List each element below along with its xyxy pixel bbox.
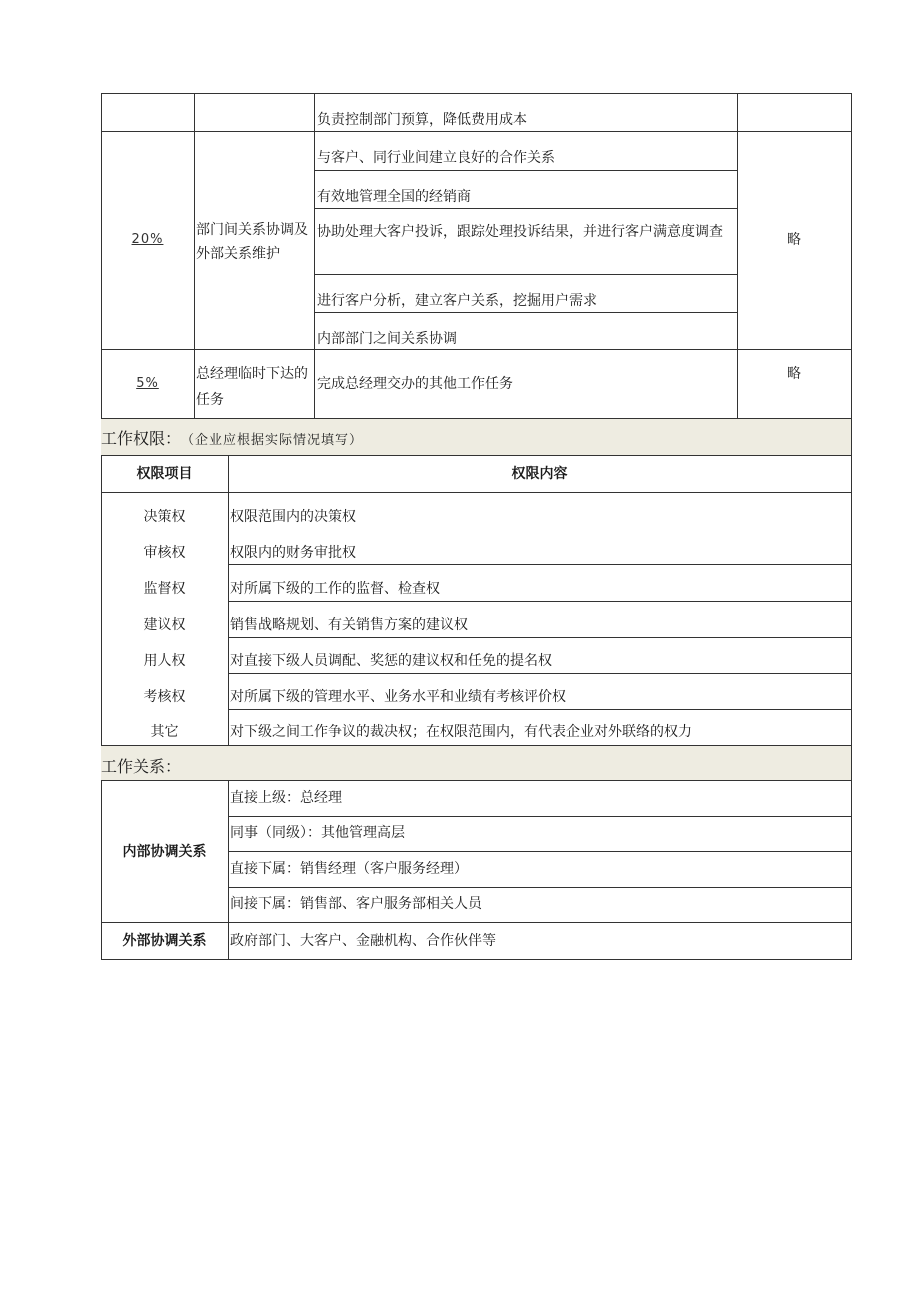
table-border — [101, 745, 851, 746]
table-border — [314, 274, 737, 275]
table-border — [101, 455, 851, 456]
table-border — [228, 816, 851, 817]
table-border — [194, 93, 195, 418]
authority-item: 监督权 — [143, 581, 186, 597]
table-border — [851, 418, 852, 745]
duty-item: 进行客户分析，建立客户关系，挖掘用户需求 — [317, 293, 597, 309]
relationships-title: 工作关系： — [101, 757, 182, 776]
duty-item: 有效地管理全国的经销商 — [317, 189, 471, 205]
duty-weight: 5% — [136, 376, 159, 391]
table-border — [101, 959, 851, 960]
authority-content: 权限内的财务审批权 — [230, 545, 356, 561]
duty-weight: 20% — [131, 232, 164, 247]
table-border — [101, 922, 851, 923]
authority-title: 工作权限： — [101, 429, 182, 448]
internal-relation-item: 直接下属：销售经理（客户服务经理） — [230, 861, 468, 877]
authority-item: 用人权 — [143, 653, 186, 669]
table-border — [228, 455, 229, 745]
table-border — [228, 673, 851, 674]
authority-item: 其它 — [150, 724, 179, 740]
table-border — [228, 637, 851, 638]
authority-item: 建议权 — [143, 617, 186, 633]
table-border — [314, 208, 737, 209]
authority-content: 销售战略规划、有关销售方案的建议权 — [230, 617, 468, 633]
table-border — [101, 93, 102, 418]
table-border — [228, 564, 851, 565]
table-border — [314, 312, 737, 313]
duty-item: 负责控制部门预算，降低费用成本 — [317, 112, 527, 128]
table-border — [851, 93, 852, 418]
table-border — [101, 93, 851, 94]
authority-content: 权限范围内的决策权 — [230, 509, 356, 525]
duty-name: 部门间关系协调及外部关系维护 — [196, 222, 308, 262]
authority-item: 决策权 — [143, 509, 186, 525]
authority-content: 对下级之间工作争议的裁决权；在权限范围内，有代表企业对外联络的权力 — [230, 724, 692, 740]
authority-header-item: 权限项目 — [136, 466, 193, 482]
authority-item: 考核权 — [143, 689, 186, 705]
table-border — [228, 887, 851, 888]
authority-item: 审核权 — [143, 545, 186, 561]
duty-standard: 略 — [787, 232, 801, 248]
internal-relations-label: 内部协调关系 — [122, 844, 207, 860]
table-border — [314, 170, 737, 171]
table-border — [314, 93, 315, 418]
table-border — [101, 131, 851, 132]
table-border — [101, 780, 851, 781]
duty-item: 协助处理大客户投诉，跟踪处理投诉结果，并进行客户满意度调查 — [317, 224, 723, 240]
external-relations-label: 外部协调关系 — [122, 933, 207, 949]
duty-item: 内部部门之间关系协调 — [317, 331, 457, 347]
table-border — [851, 745, 852, 960]
authority-content: 对所属下级的管理水平、业务水平和业绩有考核评价权 — [230, 689, 566, 705]
table-border — [228, 851, 851, 852]
authority-note: （企业应根据实际情况填写） — [181, 433, 364, 448]
table-border — [228, 780, 229, 960]
table-border — [101, 418, 851, 419]
internal-relation-item: 同事（同级）：其他管理高层 — [230, 825, 405, 841]
internal-relation-item: 间接下属：销售部、客户服务部相关人员 — [230, 896, 482, 912]
authority-content: 对直接下级人员调配、奖惩的建议权和任免的提名权 — [230, 653, 552, 669]
internal-relation-item: 直接上级：总经理 — [230, 790, 342, 806]
duty-standard: 略 — [787, 366, 801, 382]
authority-content: 对所属下级的工作的监督、检查权 — [230, 581, 440, 597]
table-border — [101, 492, 851, 493]
authority-header-content: 权限内容 — [511, 466, 568, 482]
external-relation-item: 政府部门、大客户、金融机构、合作伙伴等 — [230, 933, 496, 949]
table-border — [228, 709, 851, 710]
duty-name: 总经理临时下达的任务 — [196, 366, 308, 408]
section-header-band — [101, 745, 851, 780]
table-border — [228, 601, 851, 602]
duty-item: 与客户、同行业间建立良好的合作关系 — [317, 150, 555, 166]
duty-item: 完成总经理交办的其他工作任务 — [317, 376, 513, 392]
